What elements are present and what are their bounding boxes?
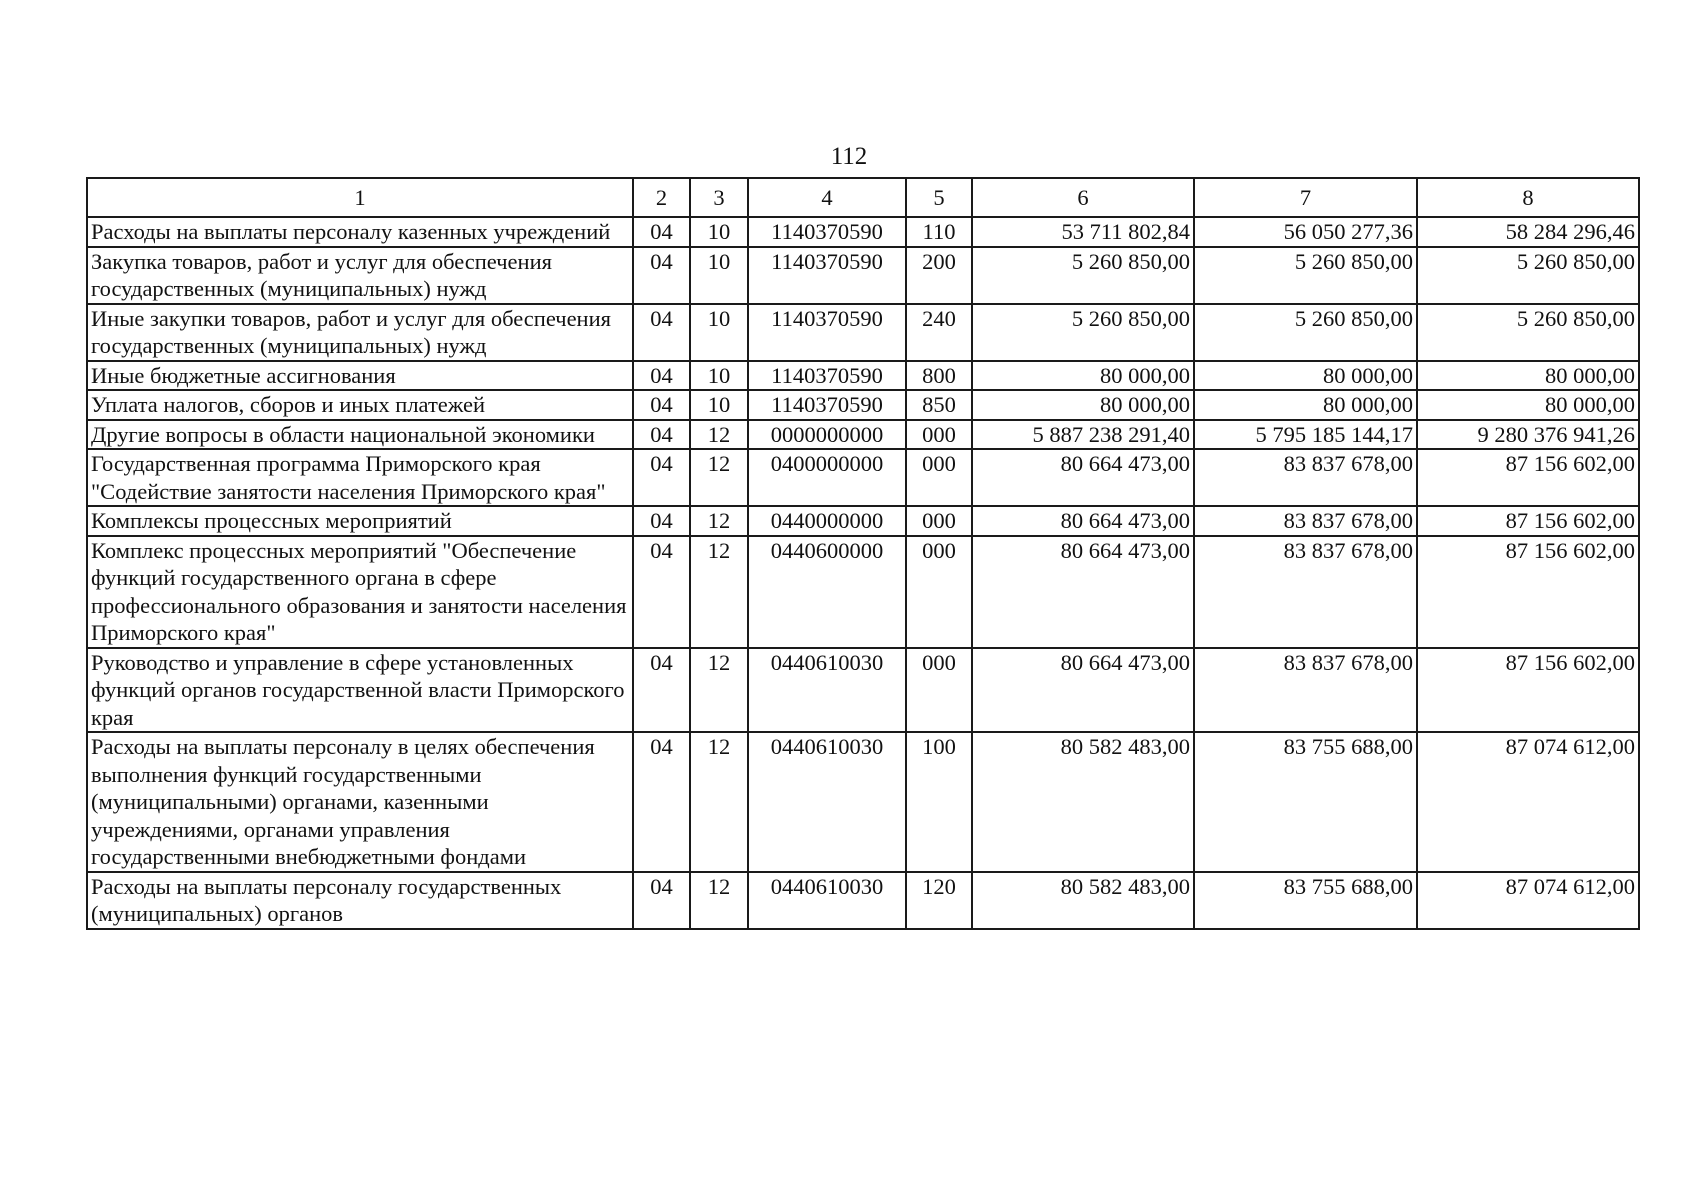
expense-name: Уплата налогов, сборов и иных платежей bbox=[87, 390, 633, 420]
expense-type-code: 800 bbox=[906, 361, 972, 391]
subsection-code: 10 bbox=[690, 390, 748, 420]
subsection-code: 12 bbox=[690, 420, 748, 450]
expense-type-code: 000 bbox=[906, 506, 972, 536]
table-row bbox=[87, 732, 1639, 872]
section-code: 04 bbox=[633, 536, 690, 648]
amount-col-7: 83 837 678,00 bbox=[1194, 506, 1417, 536]
amount-col-7: 56 050 277,36 bbox=[1194, 217, 1417, 247]
amount-col-8: 80 000,00 bbox=[1417, 361, 1639, 391]
section-code: 04 bbox=[633, 390, 690, 420]
section-code: 04 bbox=[633, 449, 690, 506]
target-article-code: 1140370590 bbox=[748, 304, 906, 361]
amount-col-8: 58 284 296,46 bbox=[1417, 217, 1639, 247]
table-row bbox=[87, 390, 1639, 420]
amount-col-6: 5 260 850,00 bbox=[972, 304, 1194, 361]
subsection-code: 10 bbox=[690, 217, 748, 247]
amount-col-7: 80 000,00 bbox=[1194, 390, 1417, 420]
table-row bbox=[87, 506, 1639, 536]
amount-col-8: 9 280 376 941,26 bbox=[1417, 420, 1639, 450]
amount-col-6: 5 887 238 291,40 bbox=[972, 420, 1194, 450]
target-article-code: 1140370590 bbox=[748, 247, 906, 304]
expense-name: Расходы на выплаты персоналу в целях обеспечения выполнения функций государственными (муниципальными) органами, казенными учреждениями, органами управления государственными внебюджетными фондами bbox=[87, 732, 633, 872]
target-article-code: 0000000000 bbox=[748, 420, 906, 450]
expense-name: Расходы на выплаты персоналу государственных (муниципальных) органов bbox=[87, 872, 633, 929]
target-article-code: 0440610030 bbox=[748, 648, 906, 733]
expense-name: Комплексы процессных мероприятий bbox=[87, 506, 633, 536]
amount-col-8: 80 000,00 bbox=[1417, 390, 1639, 420]
column-header-6: 6 bbox=[972, 178, 1194, 217]
target-article-code: 1140370590 bbox=[748, 361, 906, 391]
section-code: 04 bbox=[633, 304, 690, 361]
amount-col-6: 80 000,00 bbox=[972, 361, 1194, 391]
target-article-code: 0400000000 bbox=[748, 449, 906, 506]
subsection-code: 12 bbox=[690, 732, 748, 872]
expense-name: Иные закупки товаров, работ и услуг для обеспечения государственных (муниципальных) нужд bbox=[87, 304, 633, 361]
section-code: 04 bbox=[633, 506, 690, 536]
section-code: 04 bbox=[633, 247, 690, 304]
page-number: 112 bbox=[830, 143, 868, 170]
expense-type-code: 000 bbox=[906, 648, 972, 733]
column-header-3: 3 bbox=[690, 178, 748, 217]
expense-type-code: 240 bbox=[906, 304, 972, 361]
amount-col-6: 80 582 483,00 bbox=[972, 872, 1194, 929]
amount-col-7: 83 837 678,00 bbox=[1194, 449, 1417, 506]
table-row bbox=[87, 247, 1639, 304]
target-article-code: 0440600000 bbox=[748, 536, 906, 648]
table-row bbox=[87, 449, 1639, 506]
amount-col-7: 83 837 678,00 bbox=[1194, 648, 1417, 733]
amount-col-7: 5 260 850,00 bbox=[1194, 304, 1417, 361]
amount-col-6: 80 664 473,00 bbox=[972, 449, 1194, 506]
amount-col-8: 5 260 850,00 bbox=[1417, 247, 1639, 304]
amount-col-6: 80 664 473,00 bbox=[972, 648, 1194, 733]
expense-type-code: 000 bbox=[906, 536, 972, 648]
amount-col-6: 5 260 850,00 bbox=[972, 247, 1194, 304]
budget-table bbox=[86, 177, 1640, 930]
table-row bbox=[87, 648, 1639, 733]
expense-type-code: 000 bbox=[906, 420, 972, 450]
target-article-code: 0440610030 bbox=[748, 732, 906, 872]
subsection-code: 10 bbox=[690, 304, 748, 361]
expense-type-code: 110 bbox=[906, 217, 972, 247]
table-row bbox=[87, 420, 1639, 450]
amount-col-7: 80 000,00 bbox=[1194, 361, 1417, 391]
amount-col-6: 80 582 483,00 bbox=[972, 732, 1194, 872]
table-row bbox=[87, 304, 1639, 361]
target-article-code: 1140370590 bbox=[748, 217, 906, 247]
section-code: 04 bbox=[633, 217, 690, 247]
expense-type-code: 100 bbox=[906, 732, 972, 872]
section-code: 04 bbox=[633, 872, 690, 929]
subsection-code: 12 bbox=[690, 648, 748, 733]
table-row bbox=[87, 217, 1639, 247]
amount-col-6: 53 711 802,84 bbox=[972, 217, 1194, 247]
amount-col-6: 80 000,00 bbox=[972, 390, 1194, 420]
amount-col-7: 5 260 850,00 bbox=[1194, 247, 1417, 304]
column-header-1: 1 bbox=[87, 178, 633, 217]
expense-name: Закупка товаров, работ и услуг для обеспечения государственных (муниципальных) нужд bbox=[87, 247, 633, 304]
target-article-code: 0440000000 bbox=[748, 506, 906, 536]
amount-col-8: 87 156 602,00 bbox=[1417, 449, 1639, 506]
column-header-4: 4 bbox=[748, 178, 906, 217]
amount-col-8: 87 156 602,00 bbox=[1417, 648, 1639, 733]
expense-name: Руководство и управление в сфере установленных функций органов государственной власти Приморского края bbox=[87, 648, 633, 733]
amount-col-7: 83 755 688,00 bbox=[1194, 872, 1417, 929]
expense-name: Комплекс процессных мероприятий "Обеспечение функций государственного органа в сфере профессионального образования и занятости населения Приморского края" bbox=[87, 536, 633, 648]
target-article-code: 1140370590 bbox=[748, 390, 906, 420]
expense-name: Другие вопросы в области национальной экономики bbox=[87, 420, 633, 450]
column-header-2: 2 bbox=[633, 178, 690, 217]
amount-col-8: 5 260 850,00 bbox=[1417, 304, 1639, 361]
expense-type-code: 850 bbox=[906, 390, 972, 420]
subsection-code: 12 bbox=[690, 449, 748, 506]
amount-col-6: 80 664 473,00 bbox=[972, 506, 1194, 536]
amount-col-7: 83 755 688,00 bbox=[1194, 732, 1417, 872]
section-code: 04 bbox=[633, 648, 690, 733]
subsection-code: 12 bbox=[690, 872, 748, 929]
expense-name: Иные бюджетные ассигнования bbox=[87, 361, 633, 391]
expense-type-code: 120 bbox=[906, 872, 972, 929]
amount-col-7: 83 837 678,00 bbox=[1194, 536, 1417, 648]
subsection-code: 10 bbox=[690, 361, 748, 391]
table-row bbox=[87, 536, 1639, 648]
table-row bbox=[87, 872, 1639, 929]
subsection-code: 12 bbox=[690, 506, 748, 536]
section-code: 04 bbox=[633, 732, 690, 872]
column-header-5: 5 bbox=[906, 178, 972, 217]
amount-col-7: 5 795 185 144,17 bbox=[1194, 420, 1417, 450]
table-row bbox=[87, 361, 1639, 391]
amount-col-8: 87 156 602,00 bbox=[1417, 536, 1639, 648]
expense-type-code: 000 bbox=[906, 449, 972, 506]
expense-type-code: 200 bbox=[906, 247, 972, 304]
header-row bbox=[87, 178, 1639, 217]
expense-name: Государственная программа Приморского края "Содействие занятости населения Приморского края" bbox=[87, 449, 633, 506]
amount-col-6: 80 664 473,00 bbox=[972, 536, 1194, 648]
target-article-code: 0440610030 bbox=[748, 872, 906, 929]
expense-name: Расходы на выплаты персоналу казенных учреждений bbox=[87, 217, 633, 247]
subsection-code: 10 bbox=[690, 247, 748, 304]
section-code: 04 bbox=[633, 420, 690, 450]
column-header-7: 7 bbox=[1194, 178, 1417, 217]
subsection-code: 12 bbox=[690, 536, 748, 648]
amount-col-8: 87 156 602,00 bbox=[1417, 506, 1639, 536]
section-code: 04 bbox=[633, 361, 690, 391]
column-header-8: 8 bbox=[1417, 178, 1639, 217]
amount-col-8: 87 074 612,00 bbox=[1417, 732, 1639, 872]
amount-col-8: 87 074 612,00 bbox=[1417, 872, 1639, 929]
